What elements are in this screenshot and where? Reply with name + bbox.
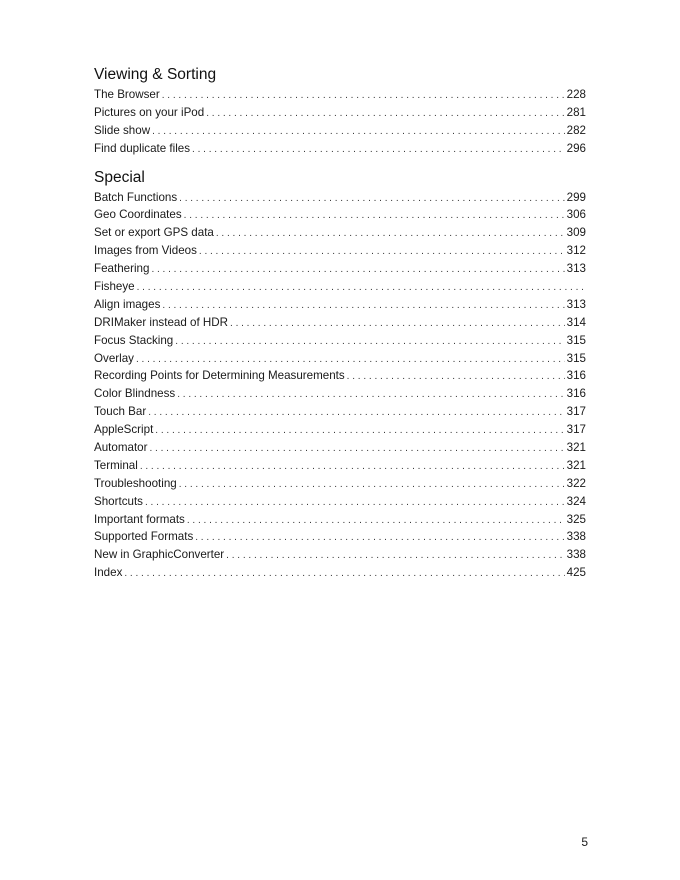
toc-entry-title: Batch Functions [94,190,178,204]
toc-entry-title: Find duplicate files [94,141,191,155]
toc-entry-title: Set or export GPS data [94,226,214,240]
toc-entry-page: 281 [566,105,586,119]
dot-leader [177,386,564,403]
toc-entry-page: 282 [566,123,586,137]
toc-entry[interactable] [94,206,586,224]
dot-leader [152,123,565,140]
toc-entry-page: 338 [566,548,586,562]
toc-entry[interactable] [94,350,586,368]
toc-entry-title: Recording Points for Determining Measurements [94,369,345,383]
dot-leader [150,440,565,457]
toc-entry-page: 313 [566,297,586,311]
toc-entry[interactable] [94,278,586,296]
toc-section-viewing-sorting [94,66,586,158]
dot-leader [206,105,564,122]
toc-entry-title: DRIMaker instead of HDR [94,315,229,329]
section-heading: Viewing & Sorting [94,66,217,83]
toc-entry[interactable] [94,104,586,122]
dot-leader [179,476,565,493]
toc-entry[interactable] [94,493,586,511]
dot-leader [145,494,565,511]
toc-section-special [94,169,586,583]
dot-leader [199,243,565,260]
dot-leader [162,87,565,104]
toc-entry-title: Automator [94,441,148,455]
toc-entry-page: 315 [566,351,586,365]
toc-entry[interactable] [94,260,586,278]
dot-leader [179,190,565,207]
toc-entry[interactable] [94,189,586,207]
dot-leader [137,279,584,296]
toc-entry[interactable] [94,546,586,564]
toc-entry-page: 317 [566,423,586,437]
toc-entry[interactable] [94,140,586,158]
toc-entry-page: 317 [566,405,586,419]
toc-entry-title: New in GraphicConverter [94,548,225,562]
toc-entry[interactable] [94,296,586,314]
dot-leader [347,368,565,385]
toc-entry-title: Terminal [94,458,138,472]
toc-entry[interactable] [94,528,586,546]
toc-entry-title: Pictures on your iPod [94,105,205,119]
toc-entry[interactable] [94,367,586,385]
toc-entry-title: Feathering [94,262,150,276]
toc-entry-page: 321 [566,458,586,472]
dot-leader [155,422,564,439]
toc-entry-title: Align images [94,297,161,311]
toc-entry-page: 325 [566,512,586,526]
dot-leader [140,458,565,475]
toc-entry-page: 299 [566,190,586,204]
toc-entry-title: Troubleshooting [94,476,177,490]
table-of-contents [94,66,586,582]
toc-entry-page: 324 [566,494,586,508]
toc-entry-title: The Browser [94,88,160,101]
toc-entry-page: 312 [566,244,586,258]
section-heading: Special [94,168,145,186]
toc-entry[interactable] [94,224,586,242]
toc-entry-page: 316 [566,369,586,383]
toc-entry-title: Fisheye [94,280,135,294]
toc-entry-page: 309 [566,226,586,240]
toc-entry[interactable] [94,385,586,403]
toc-entry[interactable] [94,511,586,529]
dot-leader [195,529,564,546]
dot-leader [192,141,565,158]
toc-entry-title: Focus Stacking [94,333,174,347]
toc-entry-title: AppleScript [94,423,154,437]
toc-entry-title: Geo Coordinates [94,208,182,222]
toc-entry-page: 425 [566,566,586,580]
dot-leader [148,404,564,421]
toc-entry-title: Color Blindness [94,387,176,401]
toc-entry[interactable] [94,403,586,421]
dot-leader [136,351,565,368]
dot-leader [230,315,565,332]
toc-entry[interactable] [94,564,586,582]
page-number: 5 [581,835,588,849]
dot-leader [175,333,564,350]
toc-entry-title: Shortcuts [94,494,143,508]
toc-entry-page: 296 [566,141,586,155]
toc-entry[interactable] [94,86,586,104]
toc-entry[interactable] [94,242,586,260]
dot-leader [226,547,564,564]
toc-entry-title: Important formats [94,512,185,526]
toc-entry-page: 313 [566,262,586,276]
dot-leader [216,225,565,242]
toc-entry-page: 306 [566,208,586,222]
toc-entry[interactable] [94,457,586,475]
toc-entry[interactable] [94,439,586,457]
dot-leader [184,207,565,224]
toc-entry[interactable] [94,421,586,439]
toc-entry-page: 322 [566,476,586,490]
dot-leader [151,261,564,278]
toc-entry-page: 228 [566,88,586,101]
toc-entry-page: 315 [566,333,586,347]
toc-entry-title: Slide show [94,123,151,137]
toc-entry[interactable] [94,122,586,140]
toc-entry[interactable] [94,475,586,493]
toc-list [94,189,586,583]
toc-entry-page: 321 [566,441,586,455]
toc-entry-title: Touch Bar [94,405,147,419]
toc-entry-page: 314 [566,315,586,329]
dot-leader [162,297,564,314]
toc-entry-page: 316 [566,387,586,401]
toc-entry-title: Index [94,566,123,580]
toc-list [94,86,586,158]
toc-entry-title: Images from Videos [94,244,197,258]
toc-entry-page: 338 [566,530,586,544]
toc-entry-title: Supported Formats [94,530,194,544]
dot-leader [187,512,565,529]
toc-entry-title: Overlay [94,351,134,365]
toc-entry[interactable] [94,332,586,350]
toc-entry[interactable] [94,314,586,332]
dot-leader [124,565,564,582]
